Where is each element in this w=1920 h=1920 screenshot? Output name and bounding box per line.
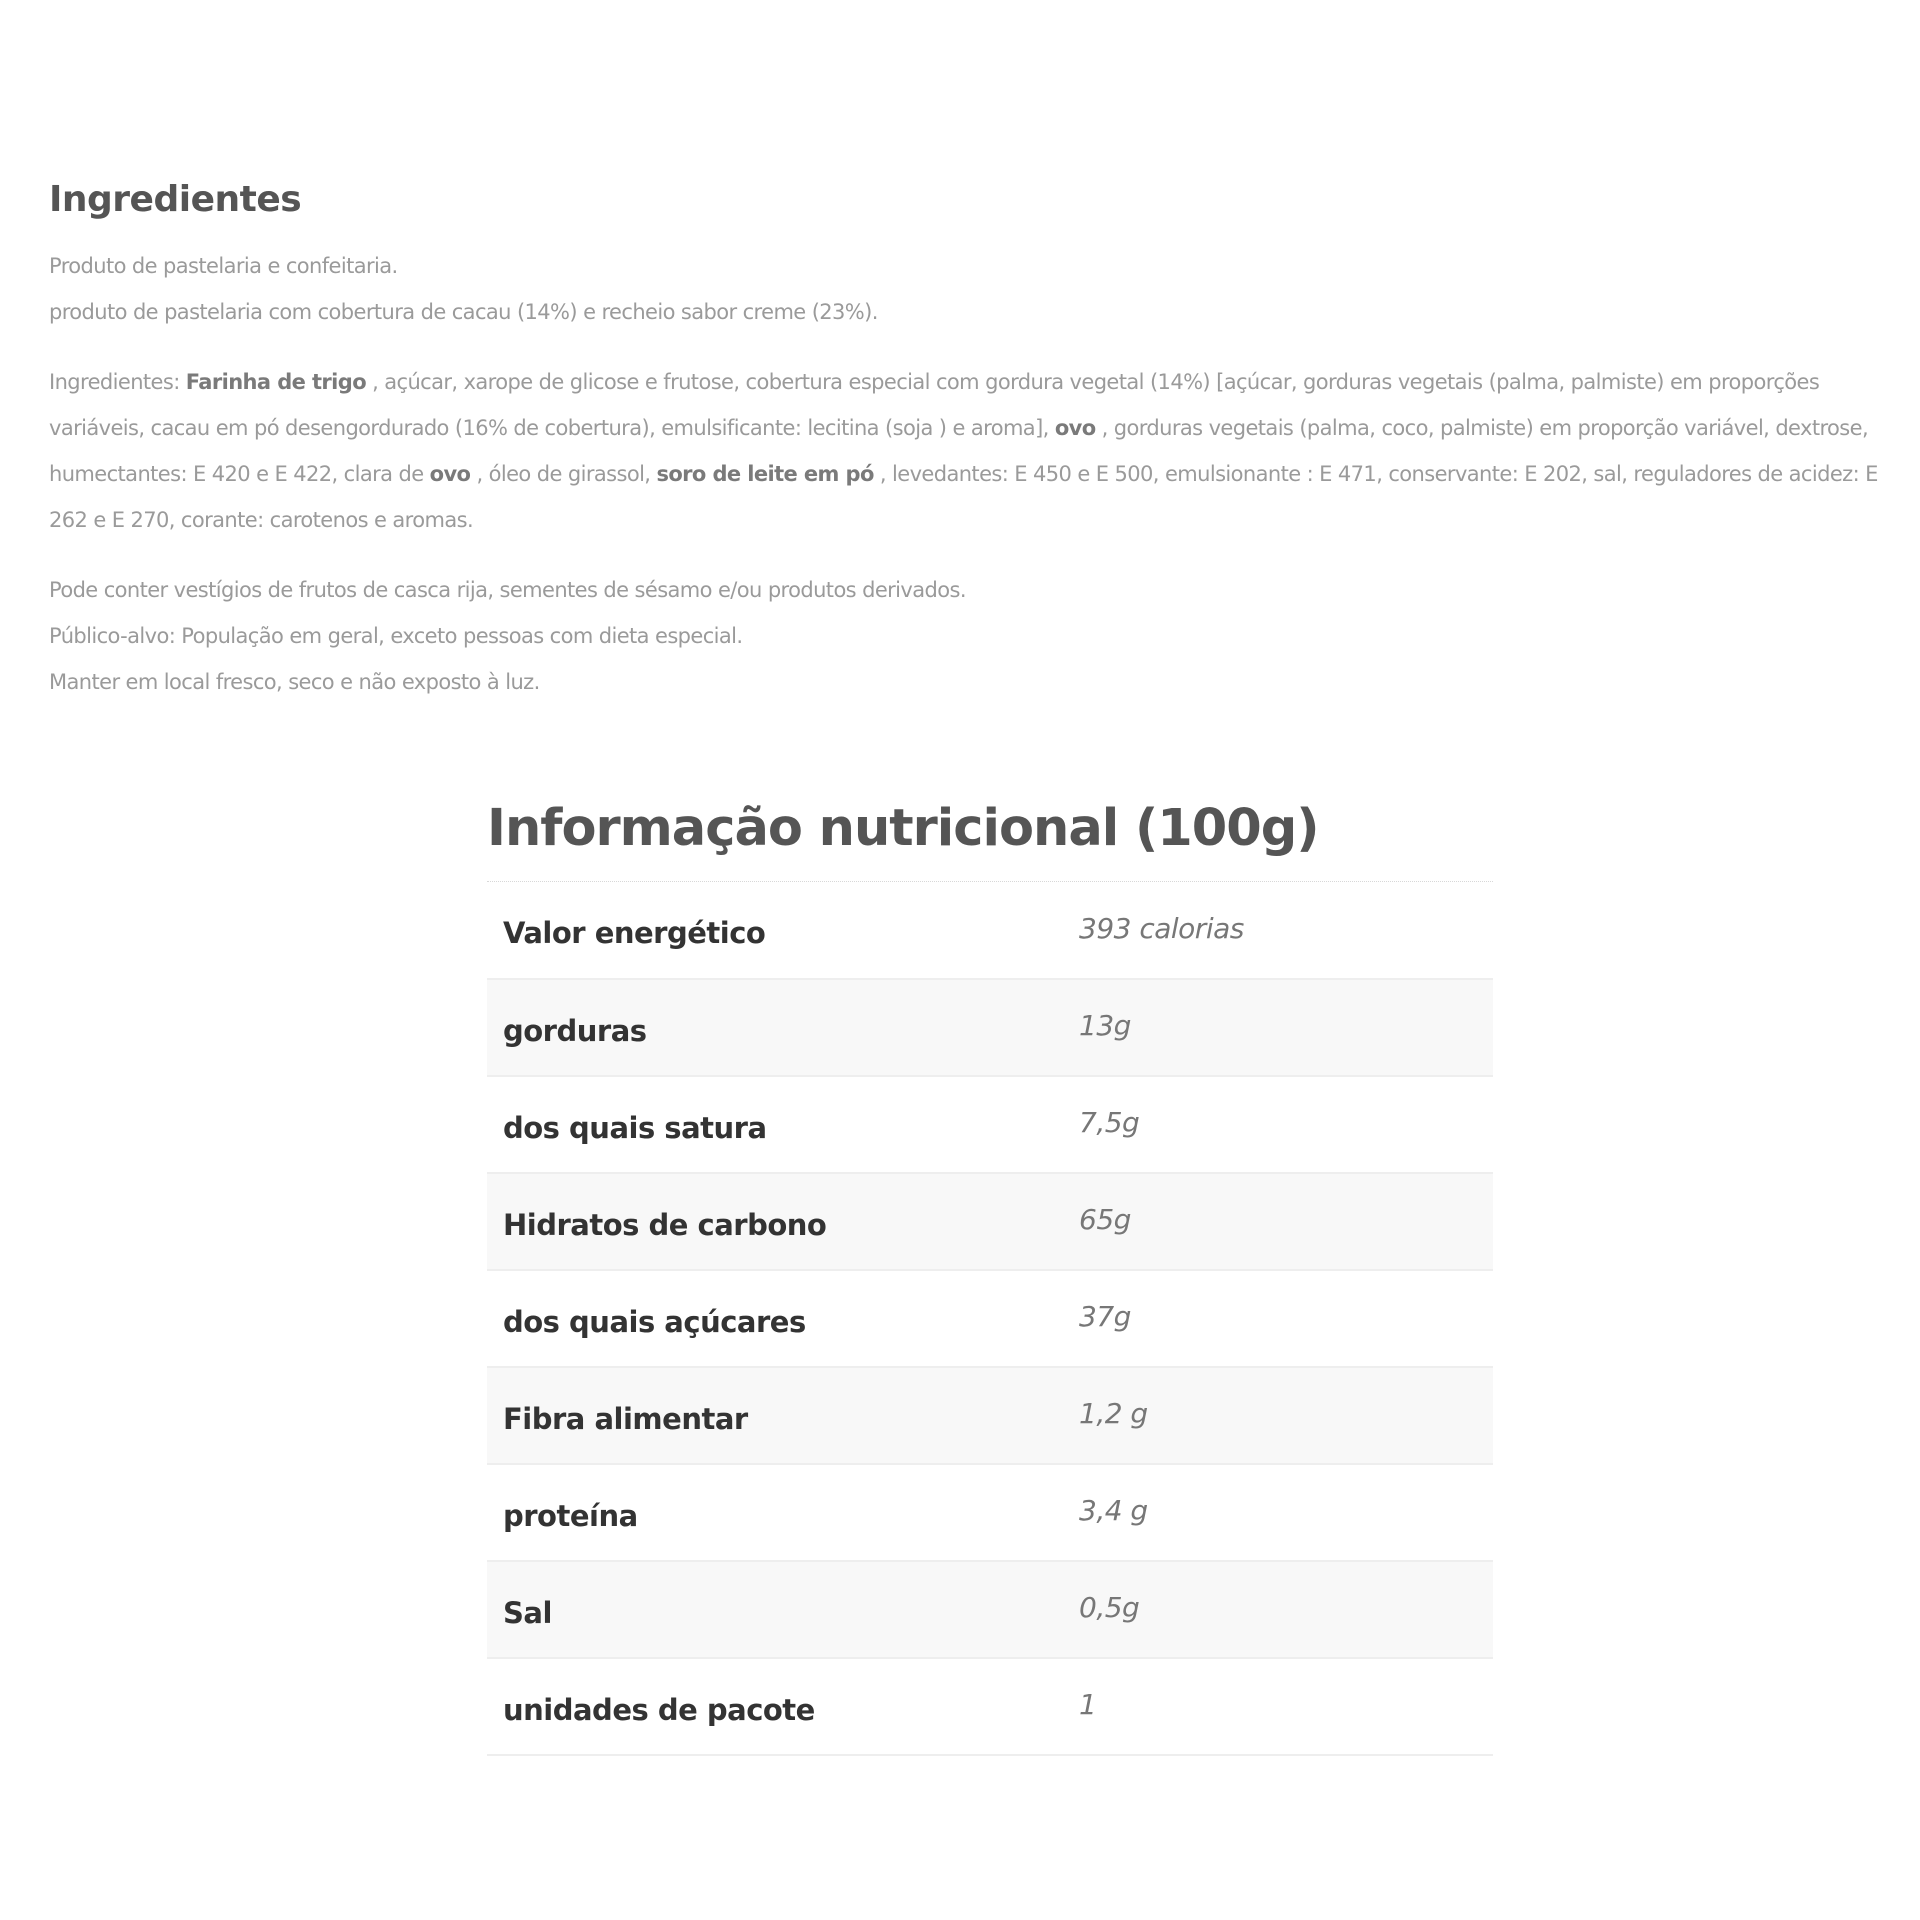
ingredients-text: , levedantes: E 450 e E 500, emulsionante : E 471, conservante: E 202, sal, reguladores de acidez: E 262 e E 270, corante: carotenos e aromas. — [49, 462, 1878, 532]
table-row — [487, 1173, 1493, 1270]
nutrient-label: unidades de pacote — [503, 1692, 815, 1727]
nutrient-label: gorduras — [503, 1013, 647, 1048]
ingredients-text: , açúcar, xarope de glicose e frutose, cobertura especial com gordura vegetal (14%) [açúcar, gorduras vegetais (palma, palmiste) em proporções variáveis, cacau em pó desengordurado (16% de cobertura), emulsificante: lecitina (soja ) e aroma], — [49, 370, 1820, 440]
table-row — [487, 979, 1493, 1076]
ingredients-text: , gorduras vegetais (palma, coco, palmiste) em proporção variável, dextrose, humectantes: E 420 e E 422, clara de — [49, 416, 1869, 486]
nutrient-label: Sal — [503, 1595, 552, 1630]
ingredients-heading: Ingredientes — [49, 179, 302, 220]
nutrient-value: 7,5g — [1079, 1106, 1140, 1139]
nutrient-value: 13g — [1079, 1009, 1131, 1042]
nutrient-label: Fibra alimentar — [503, 1401, 748, 1436]
product-subdescription: produto de pastelaria com cobertura de cacau (14%) e recheio sabor creme (23%). — [49, 300, 878, 324]
storage-instructions: Manter em local fresco, seco e não exposto à luz. — [49, 670, 540, 694]
nutrient-value: 1 — [1079, 1688, 1097, 1721]
nutrition-heading: Informação nutricional (100g) — [487, 799, 1319, 858]
nutrient-label: dos quais satura — [503, 1110, 767, 1145]
table-row — [487, 1076, 1493, 1173]
table-row — [487, 1367, 1493, 1464]
nutrient-label: proteína — [503, 1498, 638, 1533]
nutrient-label: dos quais açúcares — [503, 1304, 806, 1339]
nutrient-label: Valor energético — [503, 916, 766, 950]
ingredients-text: Ingredientes: — [49, 370, 186, 394]
ingredients-list — [49, 359, 1889, 543]
traces-warning: Pode conter vestígios de frutos de casca rija, sementes de sésamo e/ou produtos derivados. — [49, 578, 966, 602]
table-row — [487, 1464, 1493, 1561]
nutrient-value: 0,5g — [1079, 1591, 1140, 1624]
nutrient-label: Hidratos de carbono — [503, 1207, 827, 1242]
allergen-egg: ovo — [1054, 416, 1096, 440]
nutrition-section — [487, 796, 1493, 1756]
nutrient-value: 65g — [1079, 1203, 1131, 1236]
nutrient-value: 37g — [1079, 1300, 1131, 1333]
target-audience: Público-alvo: População em geral, exceto pessoas com dieta especial. — [49, 624, 743, 648]
allergen-wheat-flour: Farinha de trigo — [185, 370, 367, 394]
table-row — [487, 1658, 1493, 1755]
product-description: Produto de pastelaria e confeitaria. — [49, 254, 398, 278]
table-row — [487, 1561, 1493, 1658]
nutrient-value: 3,4 g — [1079, 1494, 1148, 1527]
allergen-whey-powder: soro de leite em pó — [656, 462, 874, 486]
ingredients-section — [49, 175, 1889, 705]
ingredients-text: , óleo de girassol, — [470, 462, 657, 486]
nutrient-value: 1,2 g — [1079, 1397, 1148, 1430]
table-row — [487, 1270, 1493, 1367]
nutrition-table — [487, 882, 1493, 1756]
allergen-egg: ovo — [429, 462, 471, 486]
nutrient-value: 393 calorias — [1079, 911, 1244, 945]
table-row — [487, 882, 1493, 979]
